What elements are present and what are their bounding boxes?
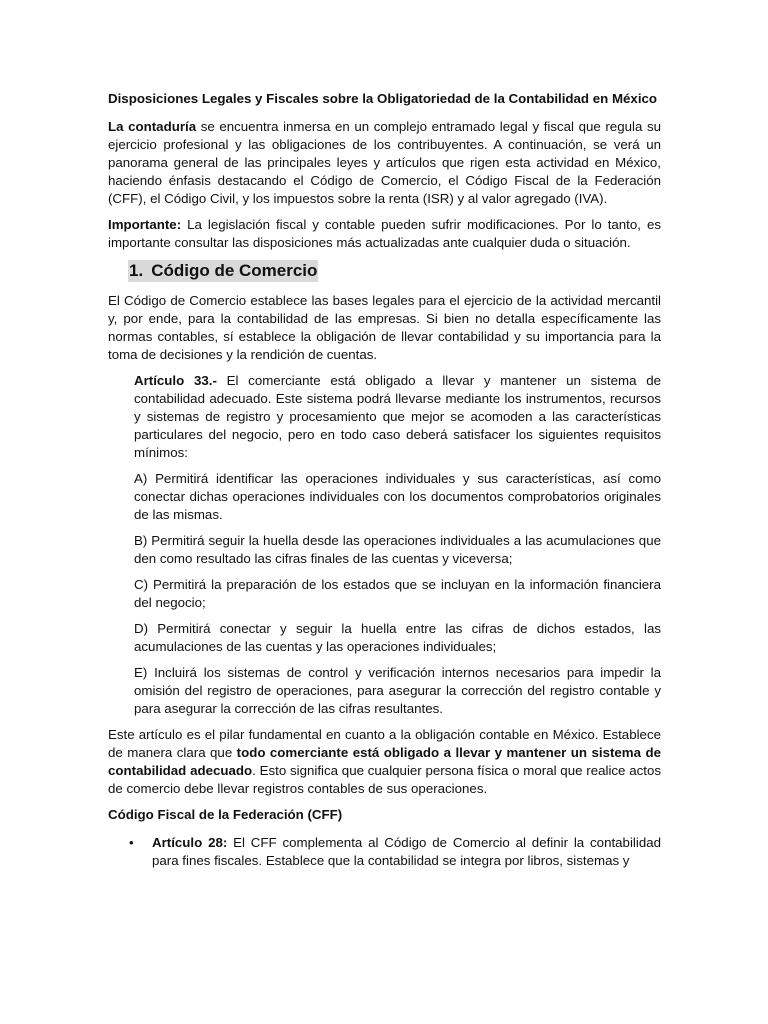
intro-bold: La contaduría bbox=[108, 119, 197, 134]
closing-post: . Esto significa que cualquier persona física o moral que realice actos de comercio debe llevar registros contables de sus operaciones. bbox=[108, 763, 661, 796]
section-1-number: 1. bbox=[129, 261, 144, 280]
intro-paragraph bbox=[108, 118, 661, 208]
document-page bbox=[108, 90, 661, 870]
article-33-body: El comerciante está obligado a llevar y mantener un sistema de contabilidad adecuado. Este sistema podrá llevarse mediante los instrumentos, recursos y sistemas de registro y procesamiento que mejor se acomoden a las características particulares del negocio, pero en todo caso deberá satisfacer los siguientes requisitos mínimos: bbox=[134, 373, 662, 460]
cff-heading: Código Fiscal de la Federación (CFF) bbox=[108, 807, 343, 822]
section-1-paragraph: El Código de Comercio establece las bases legales para el ejercicio de la actividad mercantil y, por ende, para la contabilidad de las empresas. Si bien no detalla específicamente las normas contables, sí establece la obligación de llevar contabilidad y su importancia para la toma de decisiones y la rendición de cuentas. bbox=[108, 293, 661, 362]
article-33-item-c: C) Permitirá la preparación de los estados que se incluyan en la información financiera del negocio; bbox=[134, 577, 661, 610]
article-28-label: Artículo 28: bbox=[152, 835, 228, 850]
document-title: Disposiciones Legales y Fiscales sobre la Obligatoriedad de la Contabilidad en México bbox=[108, 91, 658, 106]
section-1-heading-box bbox=[128, 260, 318, 282]
bullet-icon: • bbox=[129, 835, 134, 850]
article-33-label: Artículo 33.- bbox=[134, 373, 217, 388]
closing-pre: Este artículo es el pilar fundamental en cuanto a la obligación contable en México. Establece de manera clara que bbox=[108, 727, 661, 760]
intro-text: se encuentra inmersa en un complejo entramado legal y fiscal que regula su ejercicio profesional y las obligaciones de los contribuyentes. A continuación, se verá un panorama general de las principales leyes y artículos que rigen esta actividad en México, haciendo énfasis destacando el Código de Comercio, el Código Fiscal de la Federación (CFF), el Código Civil, y los impuestos sobre la renta (ISR) y al valor agregado (IVA). bbox=[108, 119, 661, 206]
article-33-item-d: D) Permitirá conectar y seguir la huella entre las cifras de dichos estados, las acumulaciones de las cuentas y las operaciones individuales; bbox=[134, 621, 661, 654]
article-33-item-b: B) Permitirá seguir la huella desde las operaciones individuales a las acumulaciones que den como resultado las cifras finales de las cuentas y viceversa; bbox=[134, 533, 661, 566]
list-item bbox=[108, 834, 661, 870]
article-33-text bbox=[134, 372, 661, 462]
article-33-block bbox=[134, 372, 661, 718]
cff-list bbox=[108, 834, 661, 870]
important-label: Importante: bbox=[108, 217, 182, 232]
section-1-title: Código de Comercio bbox=[151, 261, 318, 280]
section-1-closing bbox=[108, 726, 661, 798]
closing-bold: todo comerciante está obligado a llevar y mantener un sistema de contabilidad adecuado bbox=[108, 745, 661, 778]
section-1-heading bbox=[128, 260, 661, 282]
article-33-item-e: E) Incluirá los sistemas de control y verificación internos necesarios para impedir la omisión del registro de operaciones, para asegurar la corrección del registro contable y para asegurar la corrección de las cifras resultantes. bbox=[134, 665, 661, 716]
article-33-item-a: A) Permitirá identificar las operaciones individuales y sus características, así como conectar dichas operaciones individuales con los documentos comprobatorios originales de las mismas. bbox=[134, 471, 661, 522]
important-text: La legislación fiscal y contable pueden sufrir modificaciones. Por lo tanto, es importante consultar las disposiciones más actualizadas ante cualquier duda o situación. bbox=[108, 217, 661, 250]
article-28-text: El CFF complementa al Código de Comercio al definir la contabilidad para fines fiscales. Establece que la contabilidad se integra por libros, sistemas y bbox=[152, 835, 661, 868]
important-note bbox=[108, 216, 661, 252]
